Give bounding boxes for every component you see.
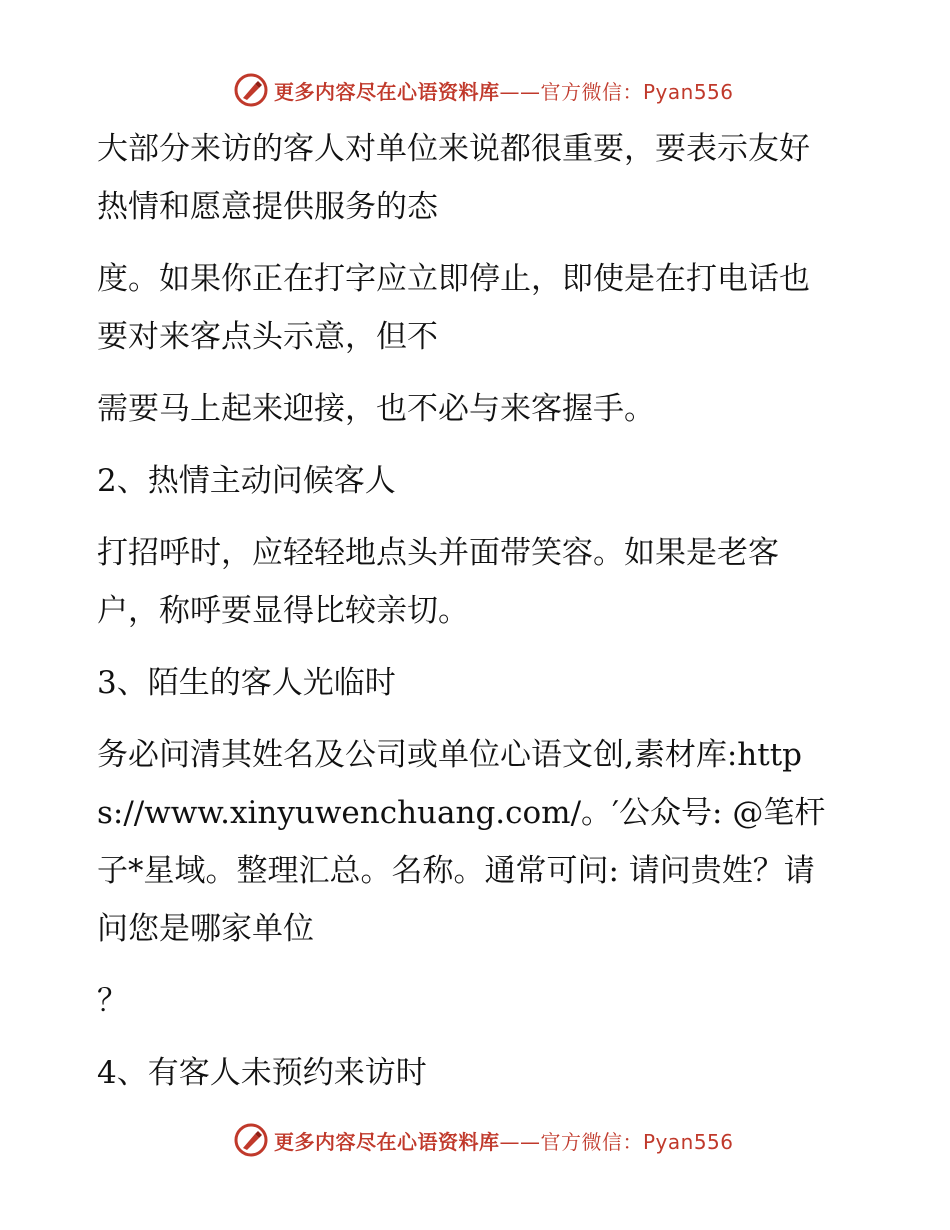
footer-banner	[234, 1122, 734, 1158]
paragraph: 打招呼时，应轻轻地点头并面带笑容。如果是老客户，称呼要显得比较亲切。	[97, 535, 779, 629]
header-separator: ——	[499, 79, 541, 104]
header-wechat-id: Pyan556	[643, 79, 734, 104]
header-text	[274, 76, 734, 105]
paragraph: ？	[97, 983, 128, 1019]
footer-brand: 更多内容尽在心语资料库	[274, 1129, 500, 1154]
pen-logo-icon	[234, 73, 268, 107]
footer-separator: ——	[499, 1129, 541, 1154]
section-heading: 2、热情主动问候客人	[97, 463, 396, 499]
paragraph: 需要马上起来迎接，也不必与来客握手。	[97, 391, 655, 427]
footer-wechat-id: Pyan556	[643, 1129, 734, 1154]
paragraph: 务必问清其姓名及公司或单位心语文创,素材库:https://www.xinyuwenchuang.com/。′公众号: @笔杆子*星域。整理汇总。名称。通常可问: 请问贵姓？请问您是哪家单位	[97, 737, 826, 947]
section-heading: 3、陌生的客人光临时	[97, 665, 396, 701]
header-brand: 更多内容尽在心语资料库	[274, 79, 500, 104]
footer-wechat-label: 官方微信：	[540, 1129, 643, 1154]
paragraph: 大部分来访的客人对单位来说都很重要，要表示友好热情和愿意提供服务的态	[97, 131, 810, 225]
document-body	[97, 120, 837, 1116]
pen-logo-icon	[234, 1123, 268, 1157]
paragraph: 度。如果你正在打字应立即停止，即使是在打电话也要对来客点头示意，但不	[97, 261, 810, 355]
header-banner	[234, 72, 734, 108]
header-wechat-label: 官方微信：	[540, 79, 643, 104]
section-heading: 4、有客人未预约来访时	[97, 1055, 427, 1091]
footer-text	[274, 1126, 734, 1155]
